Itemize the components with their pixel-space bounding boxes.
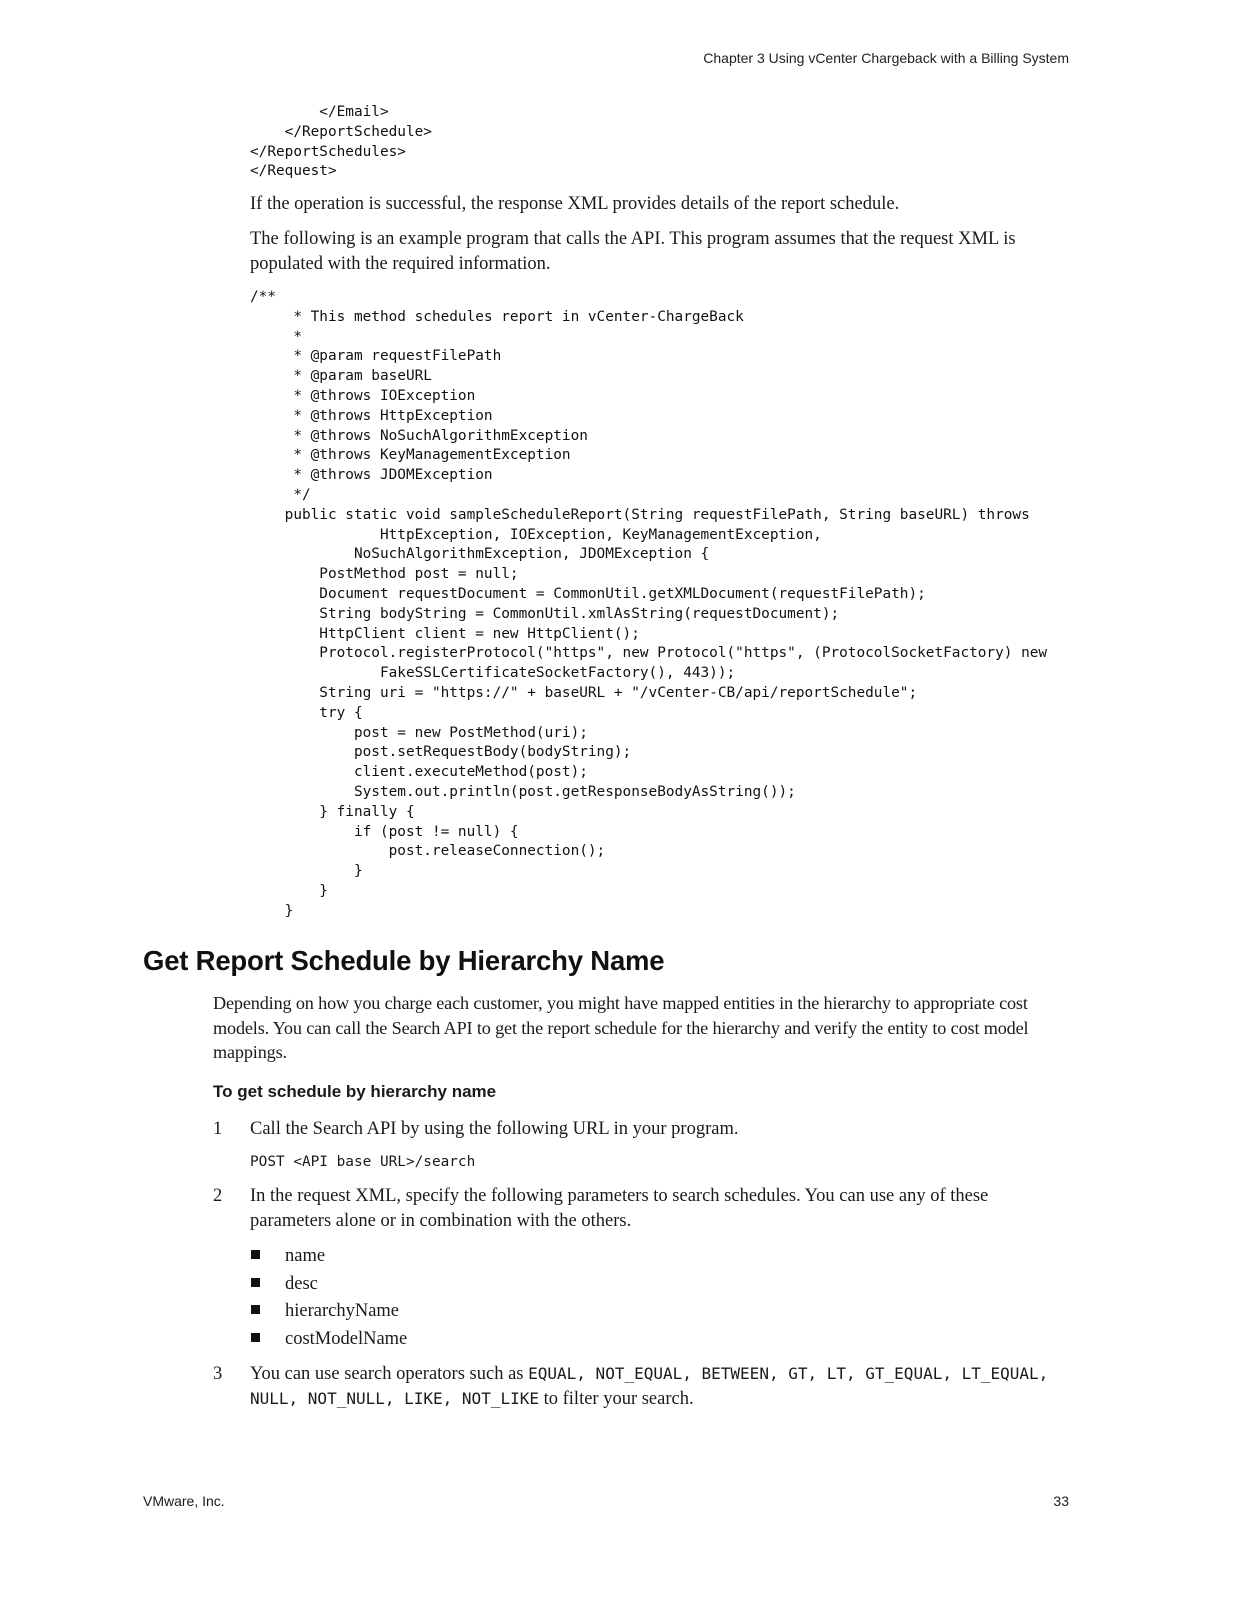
running-header: Chapter 3 Using vCenter Chargeback with a Billing System [703, 50, 1069, 66]
paragraph-response: If the operation is successful, the response XML provides details of the report schedule. [250, 194, 900, 214]
code-block-xml-end: </Email> </ReportSchedule> </ReportSchedules> </Request> [250, 104, 432, 180]
list-item-label: hierarchyName [285, 1301, 400, 1321]
bullet-square-icon [251, 1278, 260, 1287]
search-operators: EQUAL, NOT_EQUAL, BETWEEN, GT, LT, GT_EQUAL, LT_EQUAL, NULL, NOT_NULL, LIKE, NOT_LIKE [250, 1364, 1049, 1408]
procedure-heading: To get schedule by hierarchy name [213, 1082, 497, 1101]
list-item-label: costModelName [285, 1328, 408, 1349]
section-heading: Get Report Schedule by Hierarchy Name [143, 945, 665, 976]
list-item [250, 1244, 407, 1272]
list-item [250, 1299, 407, 1327]
parameter-list [250, 1244, 407, 1354]
search-url-code: POST <API base URL>/search [250, 1154, 476, 1170]
paragraph-example-intro: The following is an example program that calls the API. This program assumes that the request XML is populated with the required information. [250, 229, 1016, 274]
list-item-label: desc [285, 1273, 318, 1294]
bullet-square-icon [251, 1333, 260, 1342]
step-number-1: 1 [213, 1119, 223, 1139]
footer-company: VMware, Inc. [143, 1493, 225, 1509]
section-intro: Depending on how you charge each customer, you might have mapped entities in the hierarchy to appropriate cost models. You can call the Search API to get the report schedule for the hierarchy and verify the entity to cost model mappings. [213, 993, 1029, 1062]
code-block-java-example: /** * This method schedules report in vCenter-ChargeBack * * @param requestFilePath * @param baseURL * @throws IOException * @throws HttpException * @throws NoSuchAlgorithmException * @throws KeyManagementException * @throws JDOMException */ public static void sampleScheduleReport(String requestFilePath, String baseURL) throws HttpException, IOException, KeyManagementException, NoSuchAlgorithmException, JDOMException { PostMethod post = null; Document requestDocument = CommonUtil.getXMLDocument(requestFilePath); String bodyString = CommonUtil.xmlAsString(requestDocument); HttpClient client = new HttpClient(); Protocol.registerProtocol("https", new Protocol("https", (ProtocolSocketFactory) new FakeSSLCertificateSocketFactory(), 443)); String uri = "https://" + baseURL + "/vCenter-CB/api/reportSchedule"; try { post = new PostMethod(uri); post.setRequestBody(bodyString); client.executeMethod(post); System.out.println(post.getResponseBodyAsString()); } finally { if (post != null) { post.releaseConnection(); } } } [250, 289, 1048, 919]
page-number: 33 [1053, 1493, 1069, 1509]
step-text-1: Call the Search API by using the following URL in your program. [250, 1119, 739, 1139]
list-item [250, 1327, 407, 1355]
step-text-3 [250, 1362, 1080, 1411]
list-item [250, 1272, 407, 1300]
list-item-label: name [285, 1246, 326, 1266]
step-3-lead-text: You can use search operators such as [250, 1364, 529, 1384]
step-3-trail-text: to filter your search. [538, 1388, 694, 1409]
bullet-square-icon [251, 1250, 260, 1259]
step-number-3: 3 [213, 1364, 223, 1384]
bullet-square-icon [251, 1305, 260, 1314]
step-text-2: In the request XML, specify the following parameters to search schedules. You can use any of these parameters alone or in combination with the others. [250, 1186, 989, 1231]
step-number-2: 2 [213, 1186, 223, 1206]
